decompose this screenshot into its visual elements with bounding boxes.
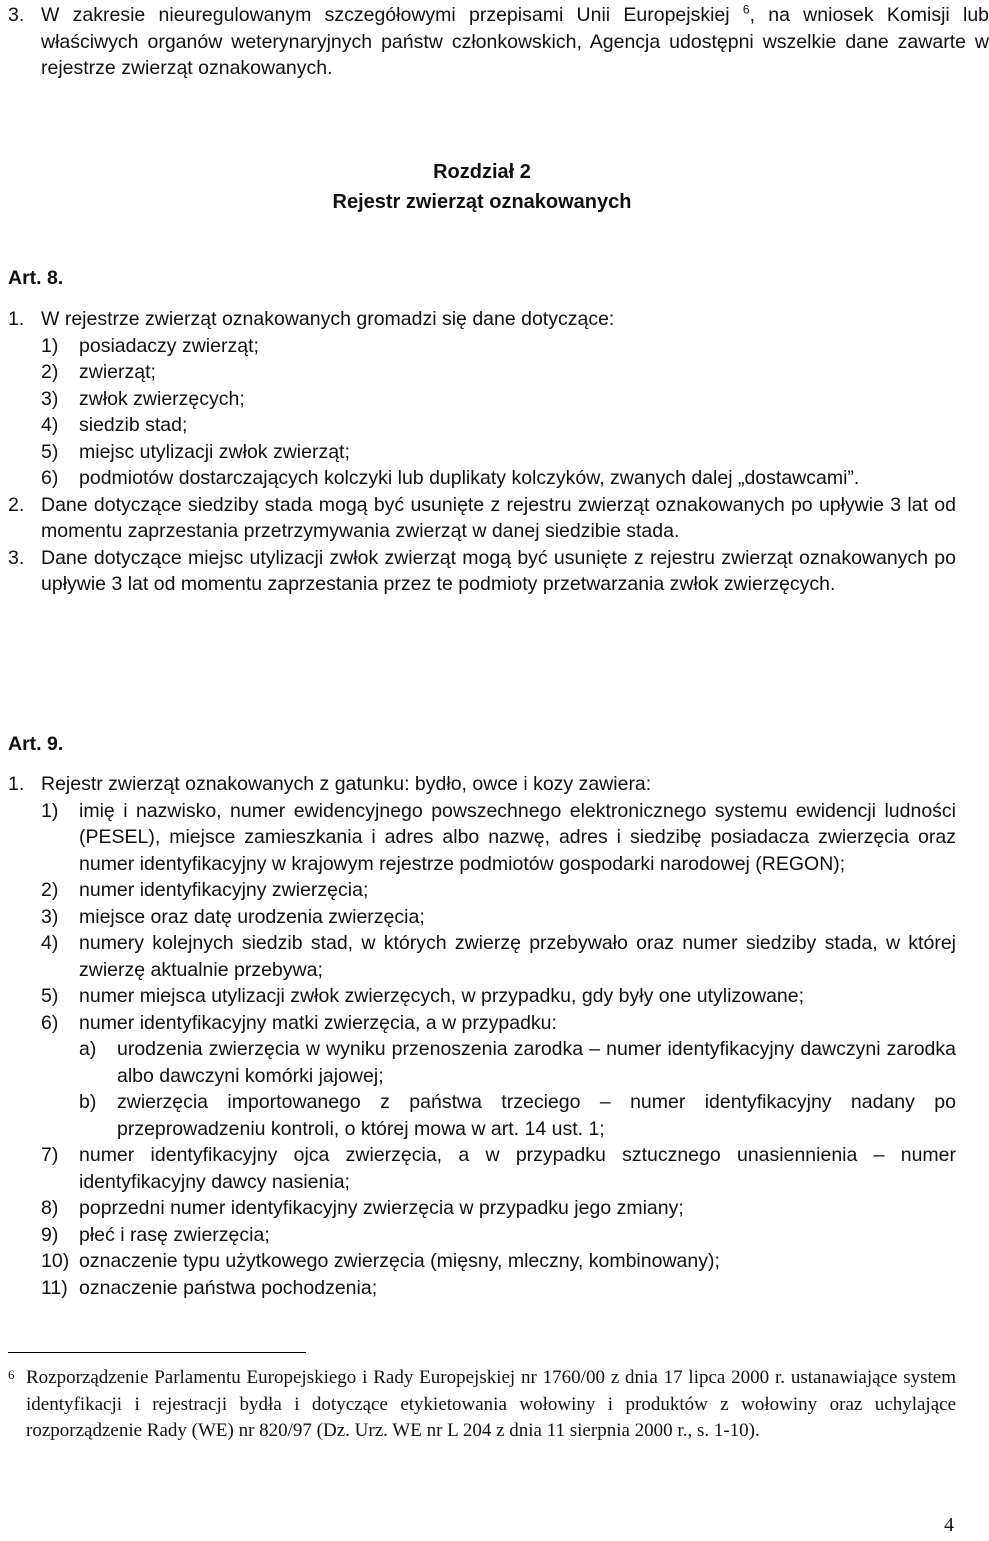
list-item: 9) płeć i rasę zwierzęcia; bbox=[41, 1223, 270, 1246]
list-item: 4) numery kolejnych siedzib stad, w których zwierzę przebywało oraz numer siedziby stada, w której zwierzę aktualnie przebywa; bbox=[41, 932, 956, 981]
sub-list-item: b) zwierzęcia importowanego z państwa trzeciego – numer identyfikacyjny nadany po przeprowadzeniu kontroli, o której mowa w art. 14 ust. 1; bbox=[79, 1091, 956, 1140]
page-number: 4 bbox=[944, 1514, 954, 1536]
list-item: 4) siedzib stad; bbox=[41, 414, 188, 436]
list-item: 10) oznaczenie typu użytkowego zwierzęcia (mięsny, mleczny, kombinowany); bbox=[41, 1250, 720, 1272]
list-item: 5) miejsc utylizacji zwłok zwierząt; bbox=[41, 440, 350, 463]
article-8-paragraph-2: 2. Dane dotyczące siedziby stada mogą być usunięte z rejestru zwierząt oznakowanych po upływie 3 lat od momentu zaprzestania przetrzymywania zwierząt w danej siedzibie stada. bbox=[8, 493, 956, 542]
list-item: 2) numer identyfikacyjny zwierzęcia; bbox=[41, 879, 369, 901]
footnote-mark: 6 bbox=[8, 1367, 15, 1382]
list-item: 2) zwierząt; bbox=[41, 361, 156, 383]
list-item: 7) numer identyfikacyjny ojca zwierzęcia, a w przypadku sztucznego unasiennienia – numer identyfikacyjny dawcy nasienia; bbox=[41, 1144, 956, 1193]
list-item: 1) imię i nazwisko, numer ewidencyjnego powszechnego elektronicznego systemu ewidencji ludności (PESEL), miejsce zamieszkania i adres albo nazwę, adres i siedzibę posiadacza zwierzęcia oraz numer identyfikacyjny w krajowym rejestrze podmiotów gospodarki narodowej (REGON); bbox=[41, 799, 956, 875]
sub-list-item: a) urodzenia zwierzęcia w wyniku przenoszenia zarodka – numer identyfikacyjny dawczyni zarodka albo dawczyni komórki jajowej; bbox=[79, 1038, 956, 1087]
footnote-text: Rozporządzenie Parlamentu Europejskiego i Rady Europejskiej nr 1760/00 z dnia 17 lipca 2000 r. ustanawiające system identyfikacji i rejestracji bydła i dotyczące etykietowania wołowiny i produktów z wołowiny oraz uchylające rozporządzenie Rady (WE) nr 820/97 (Dz. Urz. WE nr L 204 z dnia 11 sierpnia 2000 r., s. 1-10). bbox=[26, 1367, 956, 1441]
intro-paragraph: 3. W zakresie nieuregulowanym szczegółowymi przepisami Unii Europejskiej $^6$, na wniosek Komisji lub właściwych organów weterynaryjnych państw członkowskich, Agencja udostępni wszelkie dane zawarte w rejestrze zwierząt oznakowanych. bbox=[8, 2, 989, 79]
article-9-paragraph-1: 1. Rejestr zwierząt oznakowanych z gatunku: bydło, owce i kozy zawiera: bbox=[8, 773, 652, 795]
article-8-paragraph-1: 1. W rejestrze zwierząt oznakowanych gromadzi się dane dotyczące: bbox=[8, 308, 615, 330]
list-item: 11) oznaczenie państwa pochodzenia; bbox=[41, 1276, 378, 1299]
article-heading-9: Art. 9. bbox=[8, 733, 64, 755]
footnote bbox=[8, 1365, 956, 1445]
list-item: 5) numer miejsca utylizacji zwłok zwierzęcych, w przypadku, gdy były one utylizowane; bbox=[41, 985, 805, 1007]
article-9-body bbox=[8, 771, 956, 1301]
list-item: 6) podmiotów dostarczających kolczyki lub duplikaty kolczyków, zwanych dalej „dostawcami”. bbox=[41, 467, 860, 489]
article-8-body bbox=[8, 306, 956, 598]
footnote-ref[interactable]: 6 bbox=[742, 2, 750, 17]
footnote-separator bbox=[8, 1352, 306, 1353]
chapter-subtitle: Rejestr zwierząt oznakowanych bbox=[332, 191, 632, 213]
paragraph-number: 3. bbox=[8, 4, 25, 26]
chapter-title: Rozdział 2 bbox=[433, 161, 531, 183]
article-8-paragraph-3: 3. Dane dotyczące miejsc utylizacji zwłok zwierząt mogą być usunięte z rejestru zwierząt oznakowanych po upływie 3 lat od momentu zaprzestania przez te podmioty przetwarzania zwłok zwierzęcych. bbox=[8, 546, 956, 595]
list-item: 8) poprzedni numer identyfikacyjny zwierzęcia w przypadku jego zmiany; bbox=[41, 1197, 684, 1219]
list-item: 1) posiadaczy zwierząt; bbox=[41, 334, 259, 357]
list-item: 3) zwłok zwierzęcych; bbox=[41, 387, 245, 410]
list-item: 6) numer identyfikacyjny matki zwierzęcia, a w przypadku: bbox=[41, 1011, 557, 1034]
article-heading-8: Art. 8. bbox=[8, 267, 64, 289]
list-item: 3) miejsce oraz datę urodzenia zwierzęcia; bbox=[41, 905, 425, 928]
